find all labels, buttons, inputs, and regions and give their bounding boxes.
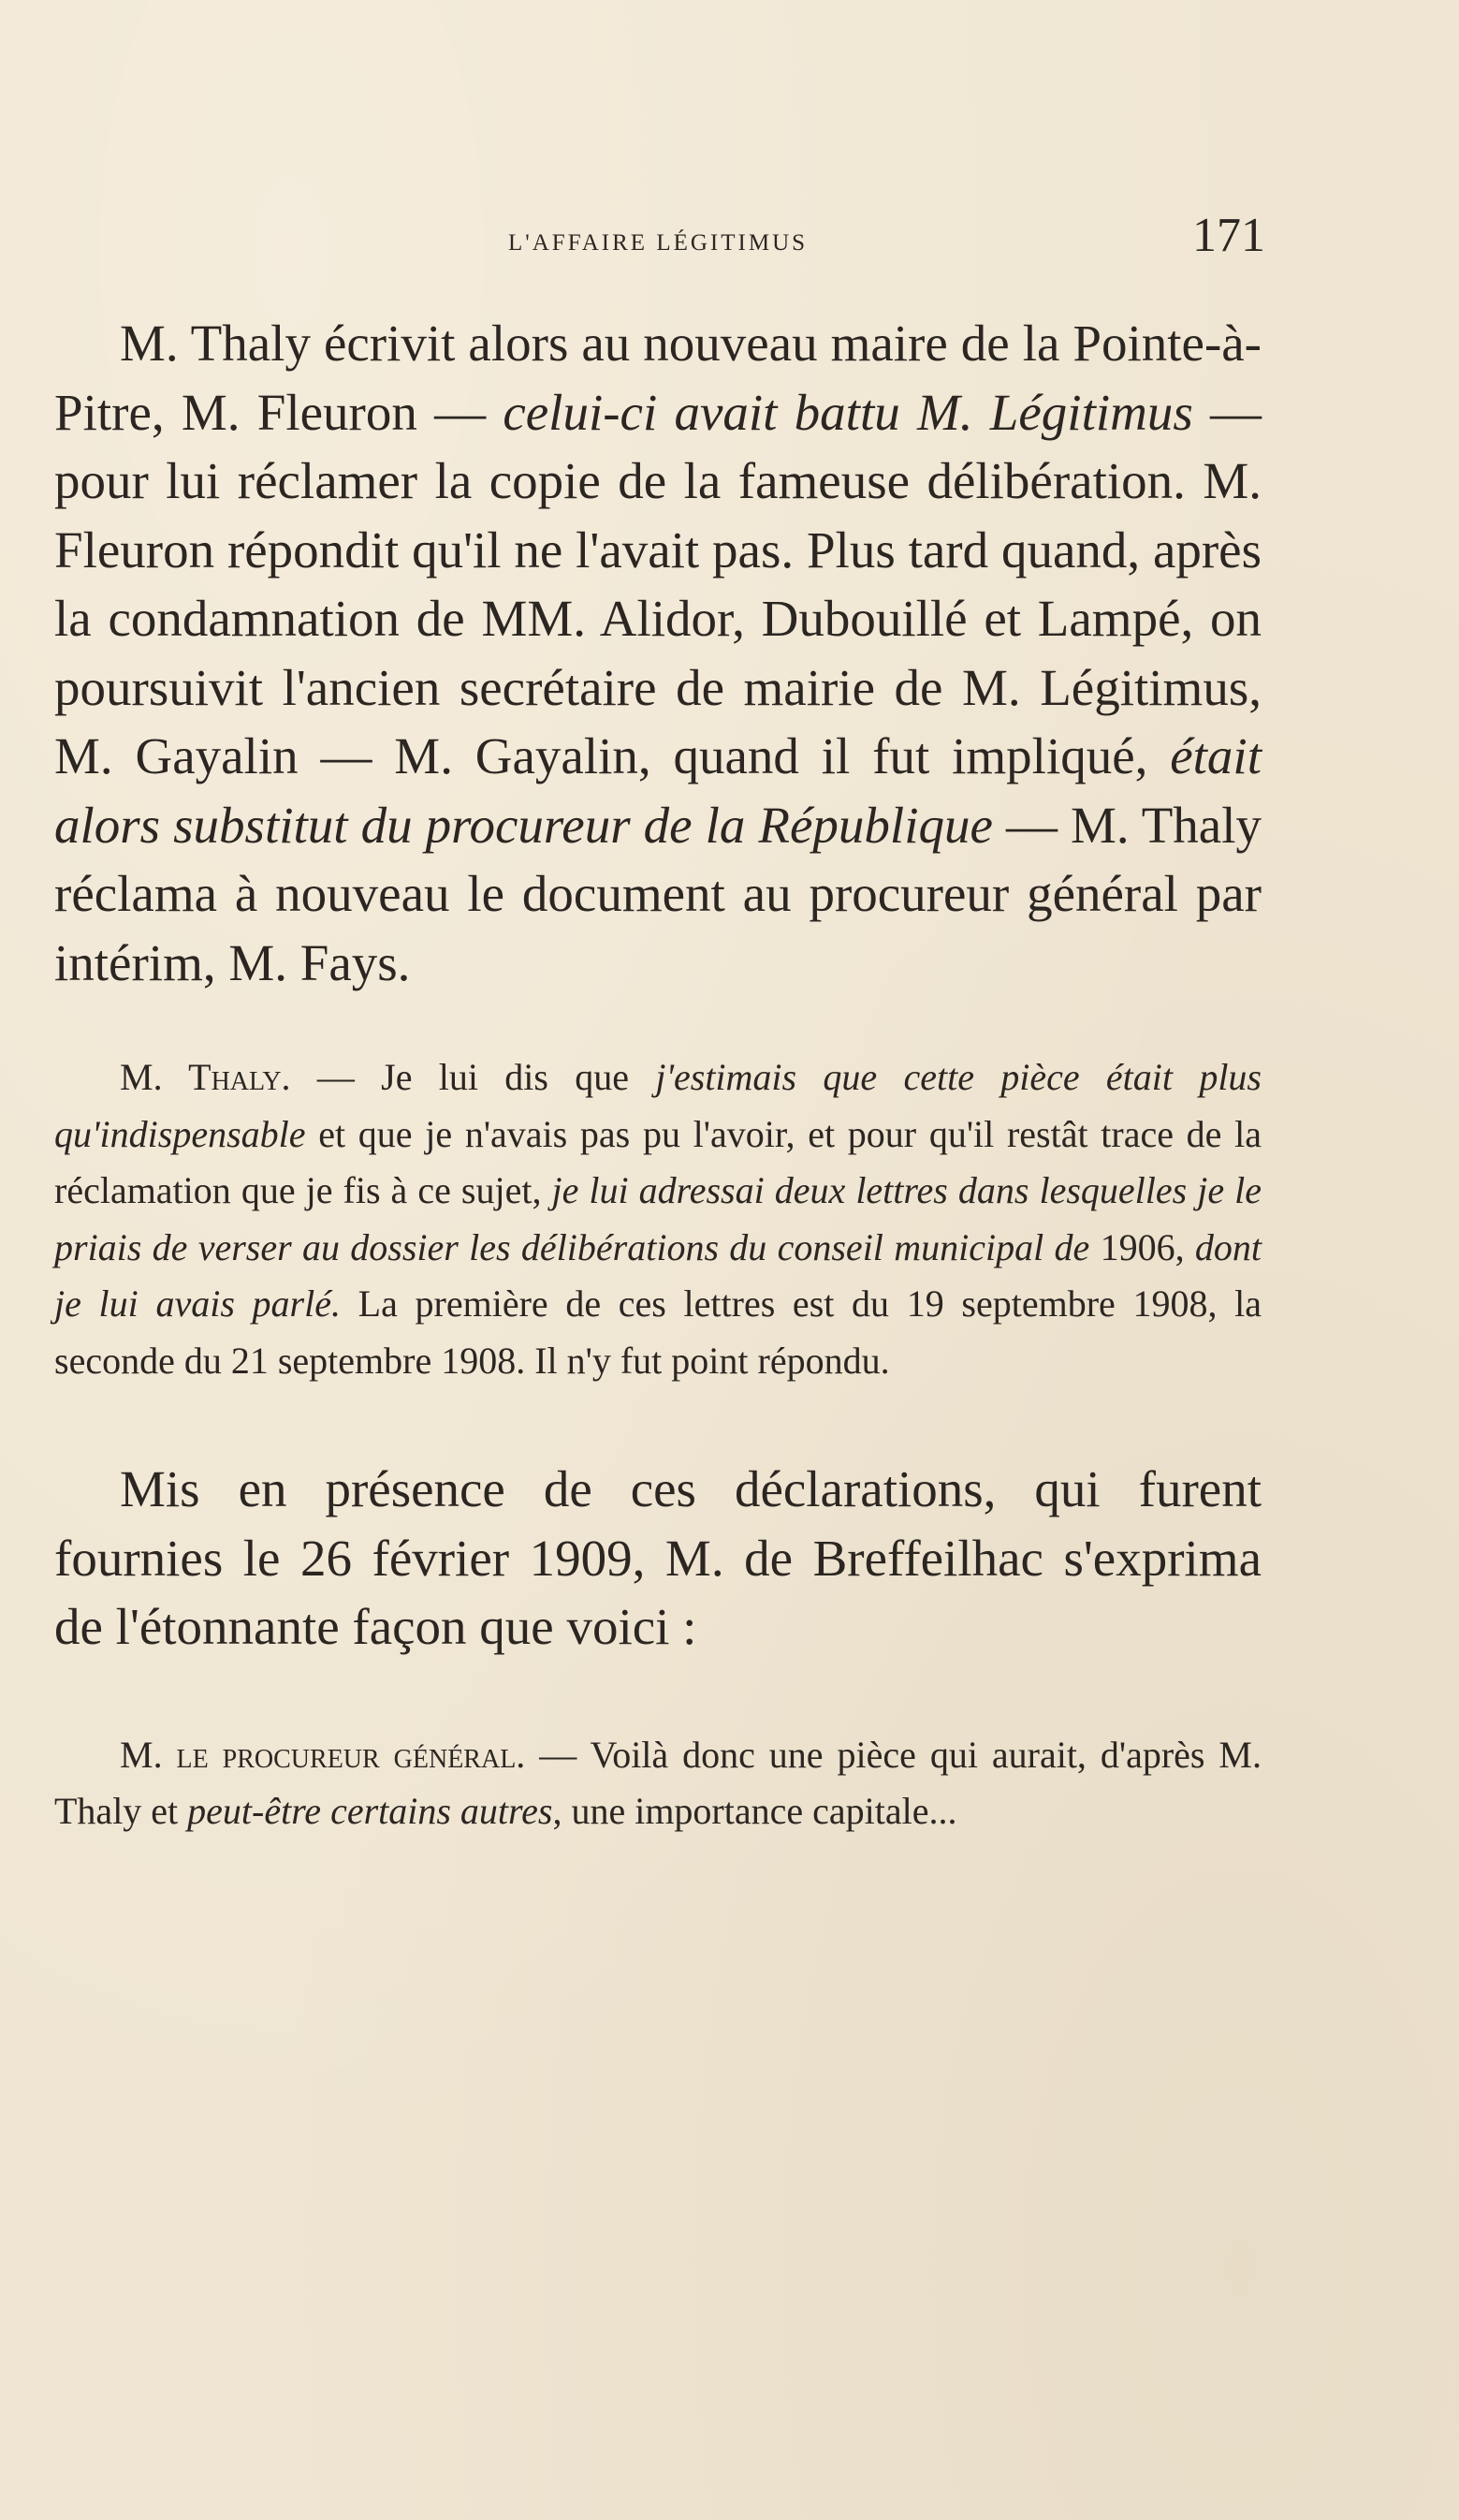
page-number: 171 [1192,209,1265,262]
quote-procureur [54,1727,1262,1840]
speaker-name: M. le procureur général. [120,1733,526,1776]
text-run: et que je n'avais pas pu l'avoir, et pour qu'il restât trace de la réclamation que je fis à ce sujet, [54,1112,1262,1211]
italic-run: j'estimais que cette pièce était plus qu'indispensable [54,1056,1262,1155]
text-run: La première de ces lettres est du 19 septembre 1908, la seconde du 21 septembre 1908. Il n'y fut point répondu. [54,1282,1262,1382]
speaker-name: M. Thaly. [120,1056,291,1098]
book-page [54,197,1265,1840]
running-head [54,197,1265,262]
paragraph-breffeilhac [54,1455,1262,1662]
italic-run: était alors substitut du procureur de la République [54,727,1262,854]
italic-run: dont je lui avais parlé. [54,1225,1262,1325]
italic-run: je lui adressai deux lettres dans lesquelles je le priais de verser au dossier les délibérations du conseil municipal de [54,1169,1262,1268]
quote-thaly-testimony [54,1049,1262,1389]
text-run: — M. Thaly réclama à nouveau le document au procureur général par intérim, M. Fays. [54,796,1262,991]
text-run: — Voilà donc une pièce qui aurait, d'après M. Thaly et [54,1733,1262,1832]
paragraph-thaly-request [54,309,1262,997]
text-run: — pour lui réclamer la copie de la fameuse délibération. M. Fleuron répondit qu'il ne l'avait pas. Plus tard quand, après la condamnation de MM. Alidor, Dubouillé et Lampé, on poursuivit l'ancien secrétaire de mairie de M. Légitimus, M. Gayalin — M. Gayalin, quand il fut impliqué, [54,383,1262,784]
text-run: 1906, [1089,1225,1195,1268]
text-run: M. Thaly écrivit alors au nouveau maire de la Pointe-à-Pitre, M. Fleuron — [54,315,1262,441]
running-title: l'affaire légitimus [507,221,809,257]
text-run: — Je lui dis que [290,1056,656,1098]
italic-run: peut-être certains autres [187,1790,553,1832]
paragraph-text: Mis en présence de ces déclarations, qui furent fournies le 26 février 1909, M. de Breffeilhac s'exprima de l'étonnante façon que voici : [54,1460,1262,1655]
italic-run: celui-ci avait battu M. Légitimus [503,383,1193,441]
text-run: , une importance capitale... [552,1790,957,1832]
